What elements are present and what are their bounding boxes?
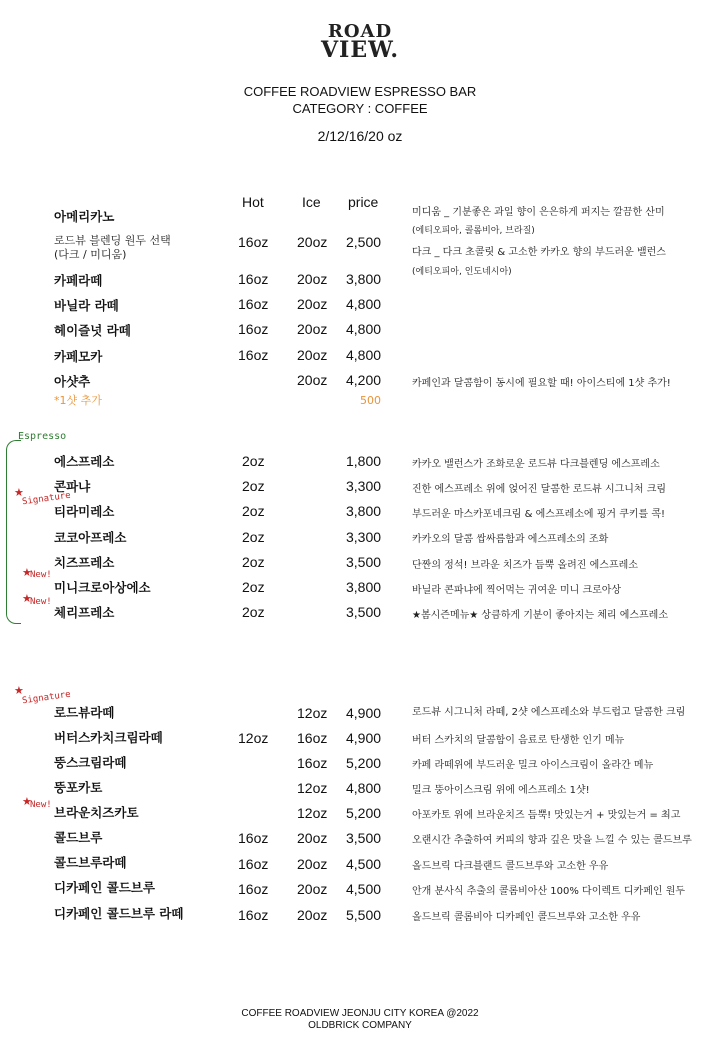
item-name: 에스프레소 <box>54 454 115 469</box>
item-size: 2oz <box>242 579 265 595</box>
extra-shot-price: 500 <box>360 394 381 407</box>
item-ice: 20oz <box>297 321 328 337</box>
item-name: 체리프레소 <box>54 605 115 620</box>
menu-category: CATEGORY : COFFEE <box>292 101 428 116</box>
footer-line2: OLDBRICK COMPANY <box>308 1020 412 1031</box>
item-price: 4,900 <box>346 705 382 721</box>
item-price: 3,300 <box>346 529 382 545</box>
item-desc: 로드뷰 시그니처 라떼, 2샷 에스프레소와 부드럽고 달콤한 크림 <box>412 707 686 718</box>
col-hot: Hot <box>242 194 264 210</box>
signature-tag: Signature <box>21 689 72 707</box>
item-desc: 카페 라떼위에 부드러운 밀크 아이스크림이 올라간 메뉴 <box>412 760 654 771</box>
new-tag: New! <box>30 570 52 580</box>
item-ice: 20oz <box>297 830 328 846</box>
item-ice: 12oz <box>297 705 328 721</box>
star-icon: ★ <box>14 684 24 697</box>
item-price: 3,500 <box>346 554 382 570</box>
item-hot: 16oz <box>238 271 269 287</box>
item-price: 5,200 <box>346 755 382 771</box>
item-desc: 카카오의 달콤 쌉싸름함과 에스프레소의 조화 <box>412 534 609 545</box>
item-desc: ★봄시즌메뉴★ 상큼하게 기분이 좋아지는 체리 에스프레소 <box>412 610 669 621</box>
item-desc: 미디움 _ 기분좋은 과일 향이 은은하게 퍼지는 깔끔한 산미 <box>412 207 665 218</box>
item-name: 티라미레소 <box>54 504 115 519</box>
item-price: 4,200 <box>346 372 382 388</box>
new-tag: New! <box>30 800 52 810</box>
item-desc: 안개 분사식 추출의 콜롬비아산 100% 다이렉트 디카페인 원두 <box>412 886 686 897</box>
item-name: 헤이즐넛 라떼 <box>54 323 131 338</box>
item-hot: 12oz <box>238 730 269 746</box>
item-ice: 12oz <box>297 780 328 796</box>
item-price: 3,800 <box>346 271 382 287</box>
item-size: 2oz <box>242 554 265 570</box>
item-desc: 밀크 뚱아이스크림 위에 에스프레소 1샷! <box>412 785 590 796</box>
item-price: 3,800 <box>346 503 382 519</box>
item-price: 4,500 <box>346 881 382 897</box>
item-hot: 16oz <box>238 234 269 250</box>
item-name: 브라운치즈카토 <box>54 805 139 820</box>
item-name: 버터스카치크림라떼 <box>54 730 163 745</box>
item-name: 바닐라 라떼 <box>54 298 119 313</box>
item-ice: 20oz <box>297 271 328 287</box>
item-ice: 20oz <box>297 372 328 388</box>
item-name: 로드뷰라떼 <box>54 705 115 720</box>
item-price: 4,800 <box>346 296 382 312</box>
item-price: 2,500 <box>346 234 382 250</box>
item-desc: 바닐라 콘파냐에 찍어먹는 귀여운 미니 크로아상 <box>412 585 622 596</box>
item-ice: 20oz <box>297 296 328 312</box>
item-price: 5,200 <box>346 805 382 821</box>
item-name: 콜드브루라떼 <box>54 855 127 870</box>
item-price: 4,800 <box>346 347 382 363</box>
item-ice: 16oz <box>297 755 328 771</box>
item-name: 미니크로아상에소 <box>54 580 151 595</box>
item-name: 뚱포카토 <box>54 780 103 795</box>
item-name: 코코아프레소 <box>54 530 127 545</box>
item-desc: 단짠의 정석! 브라운 치즈가 듬뿍 올려진 에스프레소 <box>412 560 638 571</box>
item-desc: 올드브릭 다크블랜드 콜드브루와 고소한 우유 <box>412 861 609 872</box>
item-ice: 20oz <box>297 856 328 872</box>
item-price: 3,500 <box>346 830 382 846</box>
item-desc: 카카오 밸런스가 조화로운 로드뷰 다크블렌딩 에스프레소 <box>412 459 660 470</box>
size-summary: 2/12/16/20 oz <box>317 128 403 144</box>
col-ice: Ice <box>302 194 321 210</box>
item-desc: 부드러운 마스카포네크림 & 에스프레소에 핑거 쿠키를 콕! <box>412 509 666 520</box>
item-ice: 20oz <box>297 881 328 897</box>
signature-tag: Signature <box>21 490 72 508</box>
item-name: 아메리카노 <box>54 209 115 224</box>
new-tag: New! <box>30 597 52 607</box>
star-icon: ★ <box>22 795 32 808</box>
footer-line1: COFFEE ROADVIEW JEONJU CITY KOREA @2022 <box>241 1008 479 1019</box>
item-name: 콜드브루 <box>54 830 103 845</box>
item-price: 4,500 <box>346 856 382 872</box>
col-price: price <box>348 194 379 210</box>
star-icon: ★ <box>22 592 32 605</box>
item-size: 2oz <box>242 529 265 545</box>
item-hot: 16oz <box>238 856 269 872</box>
item-price: 3,800 <box>346 579 382 595</box>
item-name: 카페모카 <box>54 349 103 364</box>
item-price: 5,500 <box>346 907 382 923</box>
item-desc: 버터 스카치의 달콤함이 음료로 탄생한 인기 메뉴 <box>412 735 625 746</box>
item-desc: 진한 에스프레소 위에 얹어진 달콤한 로드뷰 시그니처 크림 <box>412 484 667 495</box>
item-hot: 16oz <box>238 907 269 923</box>
item-desc: 카페인과 달콤함이 동시에 필요할 때! 아이스티에 1샷 추가! <box>412 378 671 389</box>
item-ice: 20oz <box>297 347 328 363</box>
item-sub: 로드뷰 블렌딩 원두 선택 <box>54 234 171 247</box>
item-name: 뚱스크림라떼 <box>54 755 127 770</box>
item-name: 아샷추 <box>54 374 91 389</box>
espresso-bracket <box>6 440 21 624</box>
item-hot: 16oz <box>238 830 269 846</box>
item-desc: (에티오피아, 인도네시아) <box>412 267 512 277</box>
item-ice: 16oz <box>297 730 328 746</box>
item-hot: 16oz <box>238 347 269 363</box>
item-hot: 16oz <box>238 321 269 337</box>
item-name: 콘파냐 <box>54 479 91 494</box>
item-price: 3,300 <box>346 478 382 494</box>
item-ice: 12oz <box>297 805 328 821</box>
item-desc: 오랜시간 추출하여 커피의 향과 깊은 맛을 느낄 수 있는 콜드브루 <box>412 835 692 846</box>
item-hot: 16oz <box>238 296 269 312</box>
item-size: 2oz <box>242 453 265 469</box>
item-ice: 20oz <box>297 907 328 923</box>
item-hot: 16oz <box>238 881 269 897</box>
brand-logo <box>0 21 720 63</box>
espresso-section-label: Espresso <box>18 431 67 442</box>
item-price: 4,800 <box>346 321 382 337</box>
item-name: 치즈프레소 <box>54 555 115 570</box>
item-sub: (다크 / 미디움) <box>54 248 127 261</box>
item-name: 디카페인 콜드브루 <box>54 880 155 895</box>
item-name: 카페라떼 <box>54 273 103 288</box>
item-desc: 올드브릭 콜롬비아 디카페인 콜드브루와 고소한 우유 <box>412 912 641 923</box>
extra-shot-label: *1샷 추가 <box>54 394 102 407</box>
logo-line1: ROAD <box>327 21 393 42</box>
item-size: 2oz <box>242 478 265 494</box>
item-size: 2oz <box>242 604 265 620</box>
item-name: 디카페인 콜드브루 라떼 <box>54 906 184 921</box>
item-price: 4,900 <box>346 730 382 746</box>
item-ice: 20oz <box>297 234 328 250</box>
item-desc: (에티오피아, 콜롬비아, 브라질) <box>412 226 535 236</box>
item-size: 2oz <box>242 503 265 519</box>
star-icon: ★ <box>22 566 32 579</box>
menu-title: COFFEE ROADVIEW ESPRESSO BAR <box>243 84 477 99</box>
item-desc: 아포카토 위에 브라운치즈 듬뿍! 맛있는거 + 맛있는거 = 최고 <box>412 810 681 821</box>
star-icon: ★ <box>14 486 24 499</box>
item-price: 4,800 <box>346 780 382 796</box>
item-price: 3,500 <box>346 604 382 620</box>
item-desc: 다크 _ 다크 초콜릿 & 고소한 카카오 향의 부드러운 밸런스 <box>412 247 666 258</box>
item-price: 1,800 <box>346 453 382 469</box>
logo-line2: VIEW. <box>320 37 400 63</box>
